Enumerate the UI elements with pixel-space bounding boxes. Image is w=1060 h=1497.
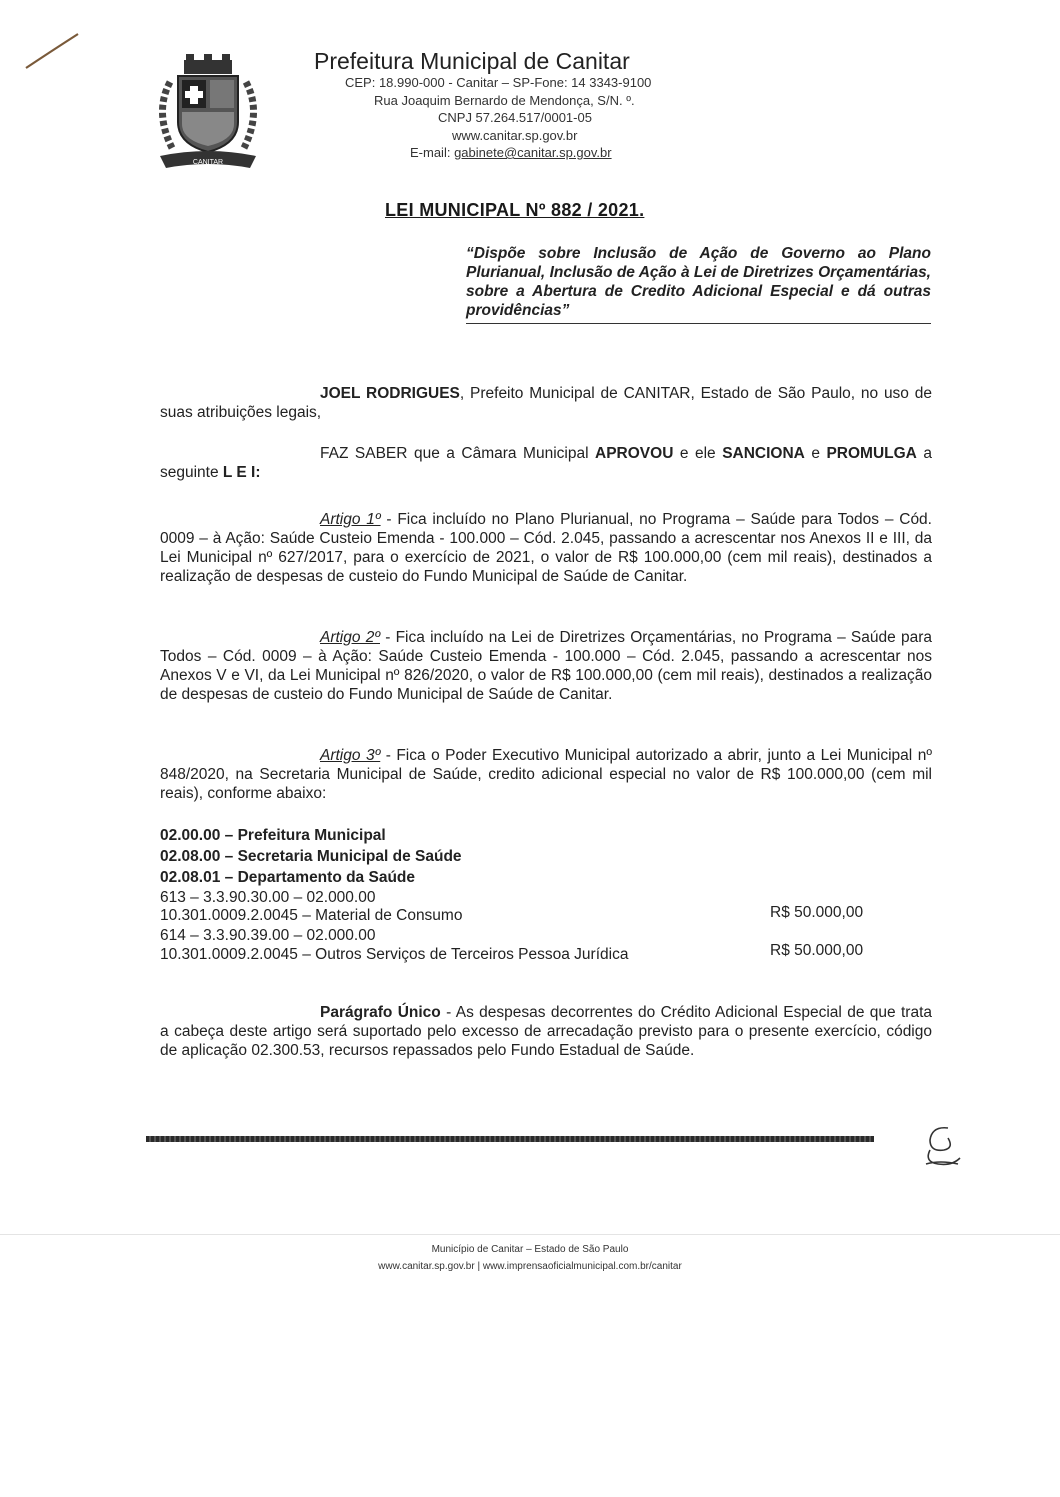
budget-amount-2: R$ 50.000,00 [770,942,864,959]
budget-line-4: 10.301.0009.2.0045 – Outros Serviços de Terceiros Pessoa Jurídica [160,946,629,963]
paragraph-unico [160,1003,932,1060]
email-label: E-mail: [410,145,451,160]
org-name: Prefeitura Municipal de Canitar [314,48,630,74]
paragraph-unico-text: - As despesas decorrentes do Crédito Adicional Especial de que trata a cabeça deste artigo será suportado pelo excesso de arrecadação previsto para o presente exercício, código de aplicação 02.300.53, recursos repassados pelo Fundo Estadual de Saúde. [160,1004,932,1059]
email-link[interactable]: gabinete@canitar.sp.gov.br [454,145,612,160]
preamble-text: , Prefeito Municipal de CANITAR, Estado de São Paulo, no uso de suas atribuições legais, [160,385,932,421]
article-2-label: Artigo 2º [320,629,380,646]
preamble-paragraph [160,384,932,422]
budget-org-2: 02.08.00 – Secretaria Municipal de Saúde [160,848,462,865]
enactment-lei: L E I: [222,464,261,481]
article-3-text: - Fica o Poder Executivo Municipal autorizado a abrir, junto a Lei Municipal nº 848/2020, na Secretaria Municipal de Saúde, credito adicional especial no valor de R$ 100.000,00 (cem mil reais), conforme abaixo: [160,747,932,802]
law-title: LEI MUNICIPAL Nº 882 / 2021. [385,200,645,220]
enactment-text-e: e [804,445,827,462]
paragraph-unico-label: Parágrafo Único [320,1004,441,1021]
budget-line-3: 614 – 3.3.90.39.00 – 02.000.00 [160,927,376,944]
mayor-name: JOEL RODRIGUES [320,385,460,402]
article-3 [160,746,932,803]
enactment-sanciona: SANCIONA [722,445,805,462]
law-ementa: “Dispõe sobre Inclusão de Ação de Governo ao Plano Plurianual, Inclusão de Ação à Lei de Diretrizes Orçamentárias, sobre a Abertura de Credito Adicional Especial e dá outras providências” [466,244,931,324]
email-line [410,145,612,160]
enactment-text-c: e ele [673,445,723,462]
website: www.canitar.sp.gov.br [452,128,578,143]
footer-municipality: Município de Canitar – Estado de São Paulo [431,1244,629,1255]
crest-banner-text: CANITAR [192,159,224,166]
budget-line-2: 10.301.0009.2.0045 – Material de Consumo [160,907,463,924]
signature-initials [918,1120,968,1170]
enactment-text-g: a seguinte [160,445,933,481]
footer-links[interactable]: www.canitar.sp.gov.br | www.imprensaoficialmunicipal.com.br/canitar [378,1261,682,1272]
article-2-text: - Fica incluído na Lei de Diretrizes Orçamentárias, no Programa – Saúde para Todos – Cód. 0009 – à Ação: Saúde Custeio Emenda - 100.000 – Cód. 2.045, passando a acrescentar nos Anexos V e VI, da Lei Municipal nº 826/2020, o valor de R$ 100.000,00 (cem mil reais), destinados a realização de despesas de custeio do Fundo Municipal de Saúde de Canitar. [160,629,932,703]
budget-line-1: 613 – 3.3.90.30.00 – 02.000.00 [160,889,376,906]
article-3-label: Artigo 3º [320,747,381,764]
enactment-text-a: FAZ SABER que a Câmara Municipal [320,445,596,462]
budget-amount-1: R$ 50.000,00 [770,904,864,921]
article-2 [160,628,932,704]
separator-bar [146,1136,874,1142]
footer-divider [0,1234,1060,1235]
enactment-aprovou: APROVOU [595,445,674,462]
budget-org-1: 02.00.00 – Prefeitura Municipal [160,827,386,844]
cnpj: CNPJ 57.264.517/0001-05 [438,110,592,125]
article-1-text: - Fica incluído no Plano Plurianual, no Programa – Saúde para Todos – Cód. 0009 – à Ação: Saúde Custeio Emenda - 100.000 – Cód. 2.045, passando a acrescentar nos Anexos II e III, da Lei Municipal nº 627/2017, para o exercício de 2021, o valor de R$ 100.000,00 (cem mil reais), destinados a realização de despesas de custeio do Fundo Municipal de Saúde de Canitar. [160,511,932,585]
municipal-crest [150,52,266,172]
pen-mark [22,28,82,74]
enactment-promulga: PROMULGA [826,445,917,462]
address-line-2: Rua Joaquim Bernardo de Mendonça, S/N. º. [374,93,635,108]
article-1 [160,510,932,586]
address-line-1: CEP: 18.990-000 - Canitar – SP-Fone: 14 3343-9100 [345,75,652,90]
enactment-paragraph [160,444,932,482]
article-1-label: Artigo 1º [320,511,381,528]
budget-org-3: 02.08.01 – Departamento da Saúde [160,869,416,886]
